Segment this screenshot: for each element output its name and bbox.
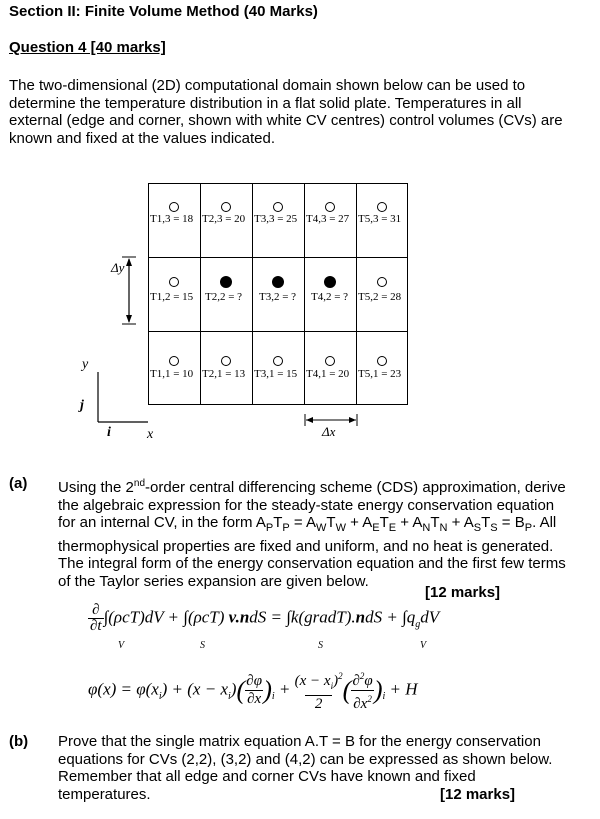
temp-label: T1,1 = 10 — [150, 368, 194, 380]
dy-label: Δy — [111, 260, 125, 275]
temp-label: T2,2 = ? — [205, 291, 243, 303]
temp-label: T2,1 = 13 — [202, 368, 246, 380]
section-title: Section II: Finite Volume Method (40 Marks) — [9, 3, 318, 20]
temp-label: T1,3 = 18 — [150, 213, 194, 225]
y-axis-label: y — [82, 357, 89, 372]
part-b-marks: [12 marks] — [440, 786, 516, 803]
part-b-text: Prove that the single matrix equation A.T = B for the energy conservation equations for CVs (2,2), (3,2) and (4,2) can be expressed as shown below. Remember that all edge and corner CVs have known and fixed temperatures. — [58, 733, 553, 803]
dx-label: Δx — [322, 424, 336, 439]
part-a-label: (a) — [9, 475, 28, 492]
temp-label: T4,2 = ? — [311, 291, 349, 303]
integral-subscripts: V — [420, 640, 427, 651]
i-label: i — [107, 425, 111, 440]
temp-label: T3,1 = 15 — [254, 368, 298, 380]
temp-label: T5,2 = 28 — [358, 291, 402, 303]
part-a-marks: [12 marks] — [425, 584, 501, 601]
j-label: j — [80, 398, 84, 413]
integral-subscripts: V — [118, 640, 125, 651]
question-title: Question 4 [40 marks] — [9, 39, 166, 56]
part-b-label: (b) — [9, 733, 29, 750]
temp-label: T4,1 = 20 — [306, 368, 350, 380]
temp-label: T4,3 = 27 — [306, 213, 350, 225]
part-a-text: Using the 2nd-order central differencing scheme (CDS) approximation, derive the algebraic expression for the steady-state energy conservation equation for an internal CV, in the form $A_PT_P = A_WT_W + A_ET_E + A_NT_N + A_ST_S = B_P$. All thermophysical properties are fixed and uniform, and no heat is generated. The integral form of the energy conservation equation and the first few terms of the Taylor series expansion are given below. — [58, 478, 566, 590]
taylor-series-equation: $\varphi(x) = \varphi(x_i) + (x - x_i)(\partial\varphi$ $\partial x)_i + (x - x_i)^2$ 2 (∂$^2$φ $\partial x^2)_i + H$ — [88, 671, 418, 712]
temp-label: T1,2 = 15 — [150, 291, 194, 303]
intro-paragraph: The two-dimensional (2D) computational domain shown below can be used to determine the temperature distribution in a flat solid plate. Temperatures in all external (edge and corner, shown with white CV centres) control volumes (CVs) are known and fixed at the values indicated. — [9, 77, 563, 147]
temp-label: T2,3 = 20 — [202, 213, 246, 225]
temp-label: T3,2 = ? — [259, 291, 297, 303]
temp-label: T5,1 = 23 — [358, 368, 402, 380]
integral-equation: ∂ ∂t ∫(ρcT)dV + ∫(ρcT) v.ndS = ∫k(gradT).ndS + $\int q_gdV$ — [90, 602, 440, 634]
temp-label: T5,3 = 31 — [358, 213, 402, 225]
integral-subscripts: S — [318, 640, 323, 651]
integral-subscripts: S — [200, 640, 205, 651]
x-axis-label: x — [147, 427, 154, 442]
temp-label: T3,3 = 25 — [254, 213, 298, 225]
